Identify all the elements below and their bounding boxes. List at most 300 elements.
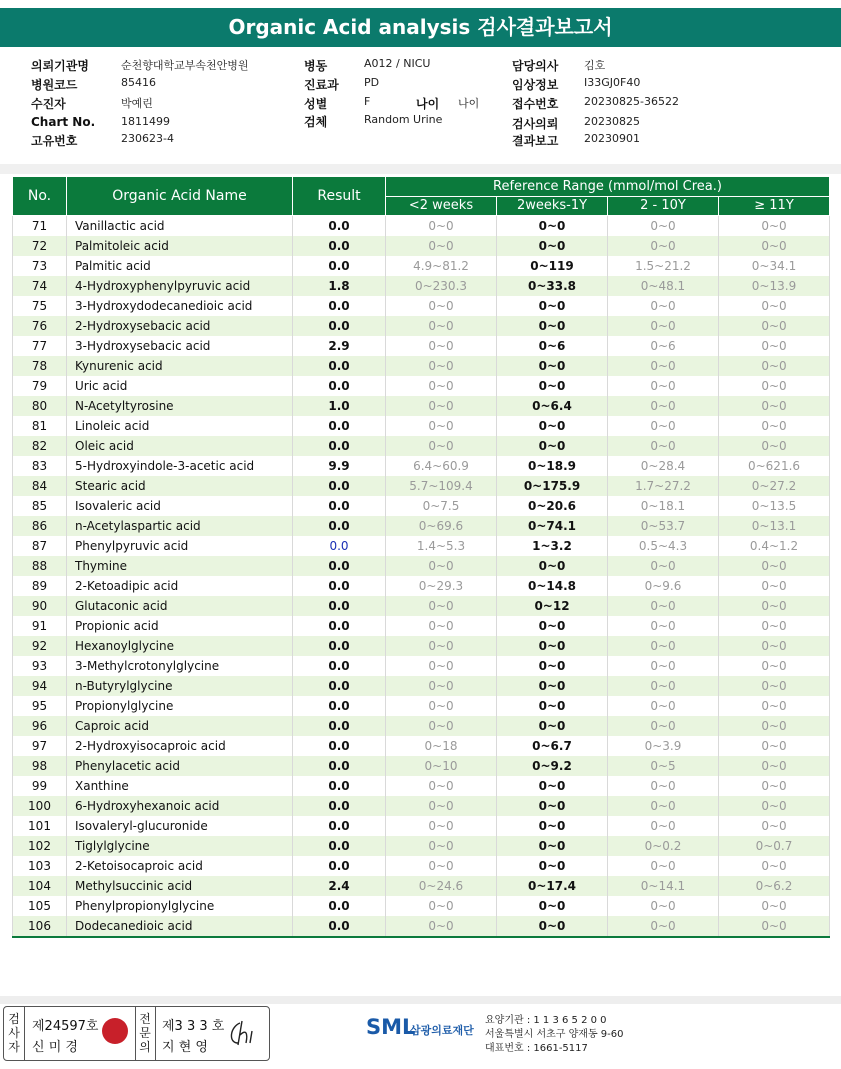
table-row [13,376,830,396]
table-row [13,896,830,916]
table-row [13,396,830,416]
row-range-2w-1y: 0~0 [497,916,608,937]
table-row [13,556,830,576]
info-label: 검체 [304,115,328,129]
row-range-ge11y: 0~0 [719,776,830,796]
row-result: 0.0 [293,856,386,876]
info-label: 결과보고 [512,134,559,148]
info-value: 20230825 [584,115,640,128]
row-result: 0.0 [293,376,386,396]
row-no: 86 [13,516,67,536]
row-result: 0.0 [293,296,386,316]
row-result: 0.0 [293,736,386,756]
row-name: 3-Hydroxydodecanedioic acid [67,296,293,316]
col-header-range: ≥ 11Y [719,196,830,216]
col-header-result: Result [293,177,386,216]
row-no: 87 [13,536,67,556]
row-name: Phenylpropionylglycine [67,896,293,916]
table-row [13,536,830,556]
row-range-2w-1y: 0~0 [497,636,608,656]
row-range-2-10y: 0~0 [608,376,719,396]
row-no: 103 [13,856,67,876]
row-range-ge11y: 0~0 [719,236,830,256]
row-result: 0.0 [293,496,386,516]
row-no: 83 [13,456,67,476]
table-row [13,356,830,376]
row-range-lt2w: 0~0 [386,356,497,376]
row-range-lt2w: 0~0 [386,596,497,616]
row-name: Oleic acid [67,436,293,456]
table-row [13,656,830,676]
row-range-2w-1y: 0~0 [497,216,608,237]
row-no: 82 [13,436,67,456]
table-row [13,436,830,456]
row-no: 99 [13,776,67,796]
table-row [13,736,830,756]
row-range-ge11y: 0~6.2 [719,876,830,896]
table-row [13,316,830,336]
row-result: 0.0 [293,256,386,276]
row-range-lt2w: 0~0 [386,816,497,836]
row-result: 0.0 [293,596,386,616]
table-row [13,476,830,496]
tester-license: 제24597호 [32,1019,99,1034]
row-range-2-10y: 0~0 [608,396,719,416]
col-header-no: No. [13,177,67,216]
section-divider [0,164,841,174]
lab-code: 요양기관 : 1 1 3 6 5 2 0 0 [485,1015,607,1026]
row-range-lt2w: 0~0 [386,296,497,316]
row-range-2w-1y: 0~9.2 [497,756,608,776]
row-range-lt2w: 0~0 [386,236,497,256]
info-label: 임상정보 [512,78,559,92]
row-no: 97 [13,736,67,756]
row-range-2w-1y: 0~0 [497,796,608,816]
row-no: 74 [13,276,67,296]
row-range-2-10y: 0~0 [608,356,719,376]
row-name: Stearic acid [67,476,293,496]
row-result: 2.4 [293,876,386,896]
row-range-lt2w: 0~0 [386,556,497,576]
row-range-2w-1y: 0~0 [497,556,608,576]
row-range-lt2w: 0~0 [386,436,497,456]
table-row [13,616,830,636]
info-label: 진료과 [304,78,339,92]
tester-label [7,1012,21,1054]
table-row [13,256,830,276]
row-name: n-Butyrylglycine [67,676,293,696]
row-range-ge11y: 0~621.6 [719,456,830,476]
row-range-2w-1y: 0~119 [497,256,608,276]
info-label: Chart No. [31,115,96,129]
row-range-lt2w: 0~0 [386,676,497,696]
info-value: I33GJ0F40 [584,76,641,89]
row-name: 3-Hydroxysebacic acid [67,336,293,356]
row-no: 104 [13,876,67,896]
info-label: 의뢰기관명 [31,59,89,73]
table-row [13,636,830,656]
row-no: 101 [13,816,67,836]
row-name: Phenylacetic acid [67,756,293,776]
row-name: Propionylglycine [67,696,293,716]
info-label: 접수번호 [512,97,559,111]
row-range-2w-1y: 0~0 [497,236,608,256]
row-range-ge11y: 0~0 [719,396,830,416]
row-name: 3-Methylcrotonylglycine [67,656,293,676]
row-range-2w-1y: 0~0 [497,316,608,336]
row-range-ge11y: 0~0 [719,296,830,316]
row-name: 2-Ketoisocaproic acid [67,856,293,876]
age-label: 나이 [416,97,440,111]
table-row [13,456,830,476]
row-range-2-10y: 0~0 [608,296,719,316]
row-name: Methylsuccinic acid [67,876,293,896]
row-range-2-10y: 0~0 [608,856,719,876]
row-range-2w-1y: 0~175.9 [497,476,608,496]
row-range-2w-1y: 1~3.2 [497,536,608,556]
row-range-ge11y: 0~0 [719,916,830,937]
info-value: Random Urine [364,113,443,126]
seal-stamp [102,1018,128,1044]
row-range-2-10y: 0~3.9 [608,736,719,756]
row-range-lt2w: 0~0 [386,616,497,636]
row-range-ge11y: 0~0 [719,336,830,356]
row-range-lt2w: 0~0 [386,836,497,856]
table-row [13,816,830,836]
row-range-lt2w: 0~7.5 [386,496,497,516]
row-range-lt2w: 0~0 [386,416,497,436]
row-range-ge11y: 0~13.5 [719,496,830,516]
info-value: 김호 [584,59,606,72]
results-table [12,176,830,938]
row-range-ge11y: 0~0 [719,316,830,336]
row-no: 81 [13,416,67,436]
row-result: 0.0 [293,316,386,336]
row-name: Isovaleryl-glucuronide [67,816,293,836]
row-result: 0.0 [293,716,386,736]
table-row [13,596,830,616]
row-range-lt2w: 0~0 [386,696,497,716]
info-value: 순천향대학교부속천안병원 [121,59,249,72]
row-range-ge11y: 0~0 [719,376,830,396]
row-range-2w-1y: 0~6 [497,336,608,356]
row-range-2-10y: 0~0 [608,556,719,576]
info-label: 고유번호 [31,134,78,148]
info-value: 박예린 [121,97,153,110]
row-range-2w-1y: 0~0 [497,696,608,716]
row-name: Palmitoleic acid [67,236,293,256]
table-row [13,336,830,356]
row-no: 92 [13,636,67,656]
row-name: Dodecanedioic acid [67,916,293,937]
row-range-2w-1y: 0~0 [497,676,608,696]
row-range-ge11y: 0~0 [719,896,830,916]
logo-org: 삼광의료재단 [410,1024,474,1037]
info-label: 담당의사 [512,59,559,73]
row-range-2-10y: 0~0 [608,216,719,237]
row-name: Tiglylglycine [67,836,293,856]
specialist-label-text: 전문의 [139,1012,151,1054]
row-no: 77 [13,336,67,356]
row-result: 0.0 [293,636,386,656]
specialist-label [138,1012,152,1054]
row-range-ge11y: 0~13.1 [719,516,830,536]
row-range-2-10y: 0~18.1 [608,496,719,516]
row-range-ge11y: 0~0 [719,636,830,656]
row-range-ge11y: 0~0 [719,416,830,436]
row-result: 0.0 [293,216,386,237]
row-name: Kynurenic acid [67,356,293,376]
row-range-ge11y: 0~0 [719,736,830,756]
row-no: 96 [13,716,67,736]
footer-divider [0,996,841,1004]
table-row [13,836,830,856]
table-row [13,416,830,436]
row-name: 2-Ketoadipic acid [67,576,293,596]
sml-logo [366,1014,486,1050]
row-range-2w-1y: 0~0 [497,856,608,876]
row-range-2w-1y: 0~20.6 [497,496,608,516]
row-range-2w-1y: 0~0 [497,376,608,396]
row-no: 105 [13,896,67,916]
table-row [13,876,830,896]
row-result: 0.0 [293,416,386,436]
row-range-2w-1y: 0~74.1 [497,516,608,536]
results-body [13,216,830,938]
info-label: 병원코드 [31,78,78,92]
row-range-ge11y: 0~27.2 [719,476,830,496]
row-no: 71 [13,216,67,237]
row-range-2-10y: 0~9.6 [608,576,719,596]
table-row [13,796,830,816]
row-result: 0.0 [293,516,386,536]
row-range-ge11y: 0~0 [719,716,830,736]
row-range-lt2w: 0~0 [386,896,497,916]
row-range-lt2w: 0~230.3 [386,276,497,296]
row-no: 75 [13,296,67,316]
row-result: 0.0 [293,436,386,456]
row-range-2-10y: 0.5~4.3 [608,536,719,556]
row-result: 1.8 [293,276,386,296]
row-no: 80 [13,396,67,416]
row-result: 0.0 [293,616,386,636]
row-no: 102 [13,836,67,856]
table-row [13,756,830,776]
info-value: 20230901 [584,132,640,145]
row-no: 76 [13,316,67,336]
row-range-2w-1y: 0~0 [497,296,608,316]
row-name: 4-Hydroxyphenylpyruvic acid [67,276,293,296]
row-range-2-10y: 0~28.4 [608,456,719,476]
row-range-2w-1y: 0~0 [497,896,608,916]
row-range-lt2w: 6.4~60.9 [386,456,497,476]
row-name: 5-Hydroxyindole-3-acetic acid [67,456,293,476]
row-name: Isovaleric acid [67,496,293,516]
row-range-2w-1y: 0~12 [497,596,608,616]
row-range-2-10y: 0~0 [608,236,719,256]
lab-info [485,1014,624,1056]
row-result: 0.0 [293,536,386,556]
info-label: 성별 [304,97,328,111]
row-no: 106 [13,916,67,937]
row-range-lt2w: 0~0 [386,376,497,396]
row-range-2-10y: 0~5 [608,756,719,776]
row-range-2-10y: 0~53.7 [608,516,719,536]
info-value: 230623-4 [121,132,174,145]
row-range-2-10y: 0~0 [608,776,719,796]
row-name: Thymine [67,556,293,576]
row-range-2w-1y: 0~6.4 [497,396,608,416]
row-result: 0.0 [293,836,386,856]
row-result: 0.0 [293,576,386,596]
row-range-2-10y: 0~0 [608,916,719,937]
specialist-license: 제3 3 3 호 [162,1019,225,1034]
row-range-2-10y: 0~0 [608,816,719,836]
row-range-2w-1y: 0~0 [497,436,608,456]
row-range-lt2w: 0~0 [386,316,497,336]
row-range-lt2w: 0~0 [386,856,497,876]
row-range-ge11y: 0~0 [719,656,830,676]
table-row [13,496,830,516]
info-label: 수진자 [31,97,66,111]
tester-name: 신 미 경 [32,1040,78,1055]
row-range-ge11y: 0~13.9 [719,276,830,296]
row-range-2-10y: 0~0 [608,896,719,916]
info-label: 검사의뢰 [512,117,559,131]
row-result: 0.0 [293,476,386,496]
row-name: Palmitic acid [67,256,293,276]
row-range-lt2w: 0~0 [386,336,497,356]
row-range-lt2w: 0~10 [386,756,497,776]
row-range-ge11y: 0~0 [719,696,830,716]
row-range-2w-1y: 0~0 [497,816,608,836]
row-range-2-10y: 0~0 [608,316,719,336]
row-name: n-Acetylaspartic acid [67,516,293,536]
tester-label-text: 검사자 [8,1012,20,1054]
table-row [13,216,830,237]
row-range-lt2w: 1.4~5.3 [386,536,497,556]
row-range-2-10y: 0~6 [608,336,719,356]
row-name: Caproic acid [67,716,293,736]
row-result: 1.0 [293,396,386,416]
row-range-2-10y: 0~0 [608,636,719,656]
row-result: 0.0 [293,696,386,716]
row-no: 72 [13,236,67,256]
row-no: 90 [13,596,67,616]
row-no: 79 [13,376,67,396]
row-range-lt2w: 0~0 [386,216,497,237]
info-value: 20230825-36522 [584,95,679,108]
table-row [13,576,830,596]
row-range-lt2w: 5.7~109.4 [386,476,497,496]
row-range-2-10y: 0~0 [608,596,719,616]
age-value: 나이 [458,97,480,110]
row-name: Linoleic acid [67,416,293,436]
table-row [13,236,830,256]
row-result: 0.0 [293,816,386,836]
row-no: 84 [13,476,67,496]
info-value: A012 / NICU [364,57,431,70]
row-range-lt2w: 4.9~81.2 [386,256,497,276]
row-result: 0.0 [293,796,386,816]
info-value: 85416 [121,76,156,89]
row-range-ge11y: 0~0 [719,816,830,836]
row-range-2w-1y: 0~0 [497,656,608,676]
row-range-lt2w: 0~0 [386,656,497,676]
table-row [13,296,830,316]
row-range-2w-1y: 0~0 [497,356,608,376]
table-row [13,276,830,296]
row-result: 2.9 [293,336,386,356]
row-range-lt2w: 0~0 [386,716,497,736]
table-row [13,696,830,716]
row-range-ge11y: 0~0 [719,216,830,237]
divider [24,1007,25,1060]
row-range-2w-1y: 0~17.4 [497,876,608,896]
row-range-ge11y: 0~0 [719,576,830,596]
row-result: 0.0 [293,656,386,676]
divider [135,1007,136,1060]
row-range-2w-1y: 0~0 [497,616,608,636]
col-header-range: 2 - 10Y [608,196,719,216]
row-name: Uric acid [67,376,293,396]
row-result: 0.0 [293,896,386,916]
row-range-ge11y: 0~0 [719,436,830,456]
row-range-2-10y: 0~0 [608,416,719,436]
row-range-2-10y: 0~0 [608,716,719,736]
row-name: Glutaconic acid [67,596,293,616]
row-name: Xanthine [67,776,293,796]
row-range-2-10y: 0~48.1 [608,276,719,296]
info-label: 병동 [304,59,328,73]
row-range-lt2w: 0~29.3 [386,576,497,596]
row-range-lt2w: 0~0 [386,396,497,416]
info-value: F [364,95,371,108]
row-no: 78 [13,356,67,376]
lab-address: 서울특별시 서초구 양재동 9-60 [485,1029,624,1040]
row-result: 0.0 [293,556,386,576]
row-range-ge11y: 0~0 [719,556,830,576]
row-result: 0.0 [293,676,386,696]
lab-phone: 대표번호 : 1661-5117 [485,1043,588,1054]
info-value: PD [364,76,380,89]
row-result: 0.0 [293,356,386,376]
row-range-ge11y: 0~0 [719,856,830,876]
row-result: 9.9 [293,456,386,476]
row-range-ge11y: 0~0 [719,756,830,776]
row-name: 2-Hydroxysebacic acid [67,316,293,336]
row-range-2-10y: 0~0 [608,436,719,456]
row-no: 73 [13,256,67,276]
row-result: 0.0 [293,776,386,796]
row-no: 100 [13,796,67,816]
row-range-2-10y: 0~0.2 [608,836,719,856]
row-range-ge11y: 0~0 [719,356,830,376]
row-name: Hexanoylglycine [67,636,293,656]
row-range-2w-1y: 0~0 [497,776,608,796]
row-no: 88 [13,556,67,576]
row-range-2-10y: 0~0 [608,656,719,676]
row-range-ge11y: 0~34.1 [719,256,830,276]
col-header-range: 2weeks-1Y [497,196,608,216]
row-no: 98 [13,756,67,776]
row-no: 93 [13,656,67,676]
signature-box [3,1006,270,1061]
row-range-ge11y: 0~0.7 [719,836,830,856]
specialist-name: 지 현 영 [162,1040,208,1055]
row-range-2-10y: 0~14.1 [608,876,719,896]
row-range-ge11y: 0~0 [719,676,830,696]
